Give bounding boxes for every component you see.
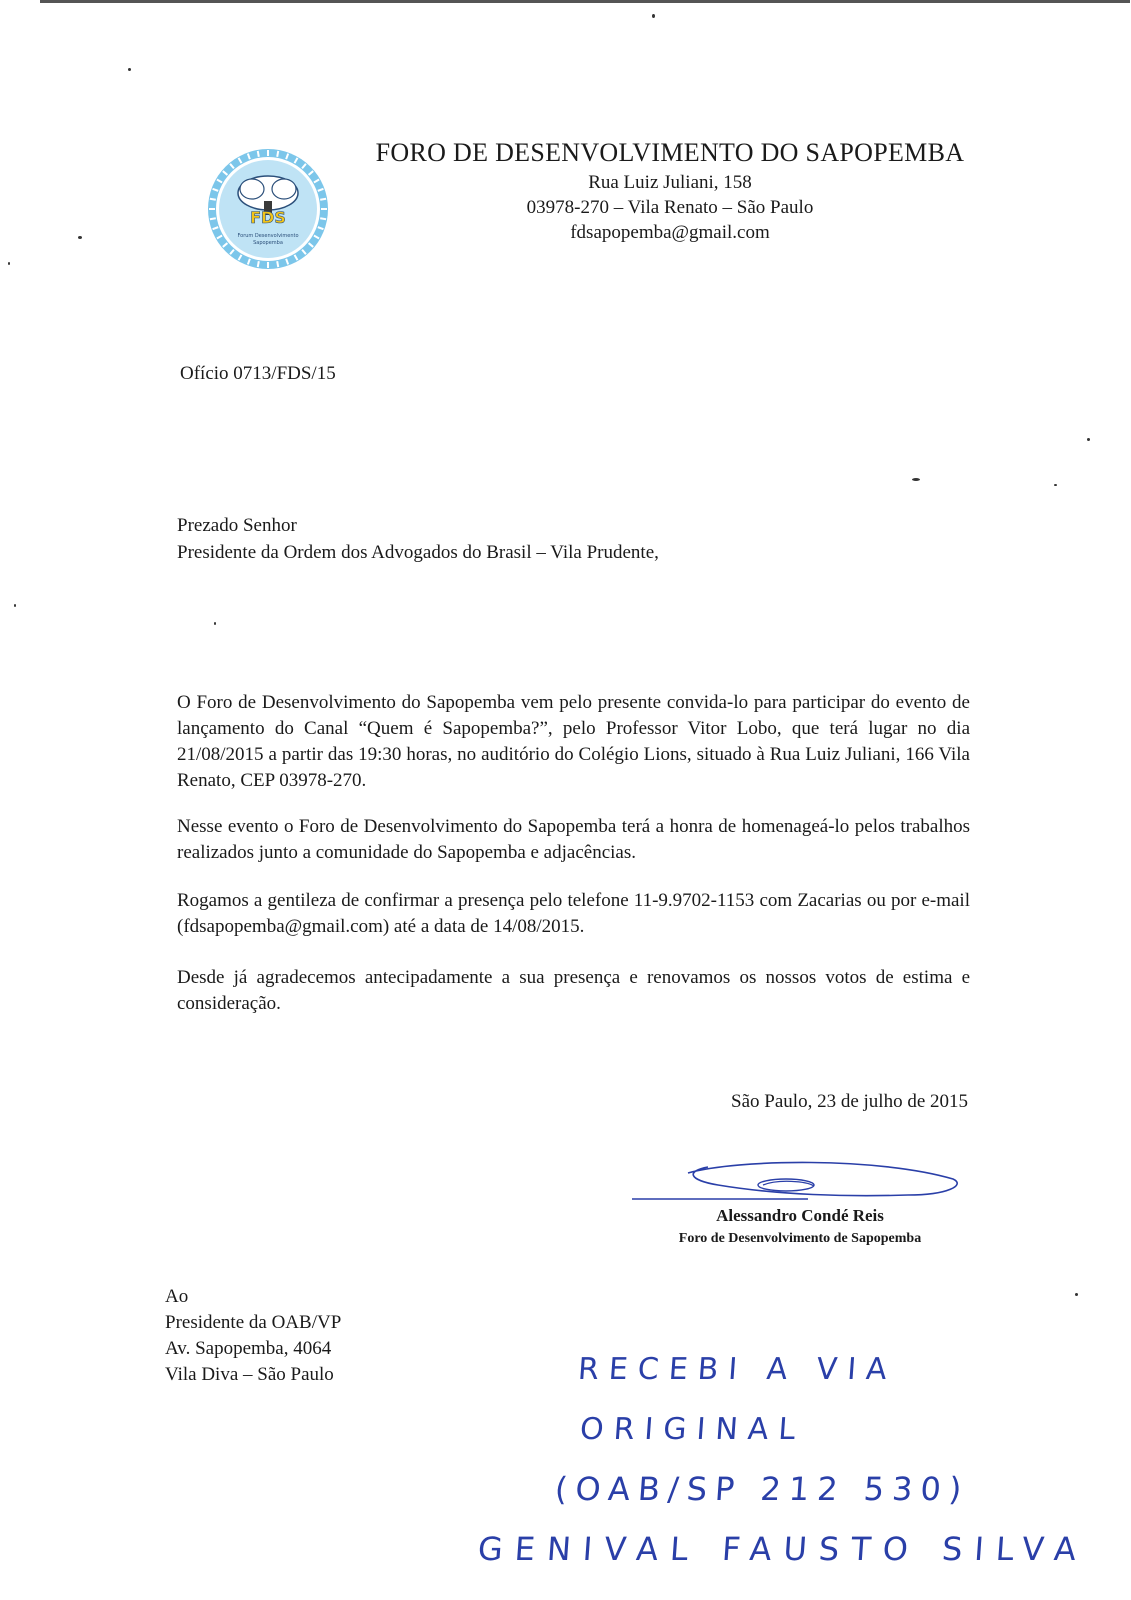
body-paragraph-rsvp: Rogamos a gentileza de confirmar a presença pelo telefone 11-9.9702-1153 com Zacarias ou por e-mail (fdsapopemba@gmail.com) até a data de 14/08/2015.: [177, 890, 970, 937]
body-paragraph-closing: Desde já agradecemos antecipadamente a sua presença e renovamos os nossos votos de estima e consideração.: [177, 967, 970, 1014]
signer-name: Alessandro Condé Reis: [716, 1206, 884, 1225]
organization-email: fdsapopemba@gmail.com: [570, 222, 770, 243]
addressee-line: Presidente da OAB/VP: [165, 1312, 342, 1333]
body-paragraph-honor: Nesse evento o Foro de Desenvolvimento do Sapopemba terá a honra de homenageá-lo pelos trabalhos realizados junto a comunidade do Sapopemba e adjacências.: [177, 816, 970, 863]
top-border-rule: [40, 0, 1130, 3]
salutation-recipient: Presidente da Ordem dos Advogados do Brasil – Vila Prudente,: [177, 542, 659, 563]
reference-number: Ofício 0713/FDS/15: [180, 363, 336, 384]
addressee-line: Vila Diva – São Paulo: [165, 1364, 334, 1385]
address-street: Rua Luiz Juliani, 158: [588, 172, 752, 193]
salutation: [177, 512, 659, 566]
organization-name: FORO DE DESENVOLVIMENTO DO SAPOPEMBA: [375, 138, 965, 167]
fds-logo: [202, 143, 334, 275]
signer-organization: Foro de Desenvolvimento de Sapopemba: [678, 1231, 922, 1246]
svg-text:Sapopemba: Sapopemba: [253, 240, 283, 246]
address-city: 03978-270 – Vila Renato – São Paulo: [526, 197, 814, 218]
addressee-line: Av. Sapopemba, 4064: [165, 1338, 332, 1359]
svg-text:FDS: FDS: [250, 208, 286, 227]
letterhead: [350, 136, 990, 245]
handwritten-receipt-line: ORIGINAL: [578, 1412, 807, 1447]
handwritten-oab-number: (OAB/SP 212 530): [553, 1470, 971, 1508]
addressee-line: Ao: [165, 1286, 189, 1307]
body-paragraph-invitation: O Foro de Desenvolvimento do Sapopemba vem pelo presente convida-lo para participar do evento de lançamento do Canal “Quem é Sapopemba?”, pelo Professor Vitor Lobo, que terá lugar no dia 21/08/2015 a partir das 19:30 horas, no auditório do Colégio Lions, situado à Rua Luiz Juliani, 166 Vila Renato, CEP 03978-270.: [177, 692, 970, 791]
handwritten-receipt-line: RECEBI A VIA: [576, 1352, 898, 1387]
date-line: São Paulo, 23 de julho de 2015: [731, 1091, 968, 1112]
handwritten-receiver-name: GENIVAL FAUSTO SILVA: [476, 1530, 1090, 1568]
svg-text:Forum Desenvolvimento: Forum Desenvolvimento: [237, 233, 299, 239]
addressee-block: [165, 1284, 341, 1388]
salutation-greeting: Prezado Senhor: [177, 515, 297, 536]
